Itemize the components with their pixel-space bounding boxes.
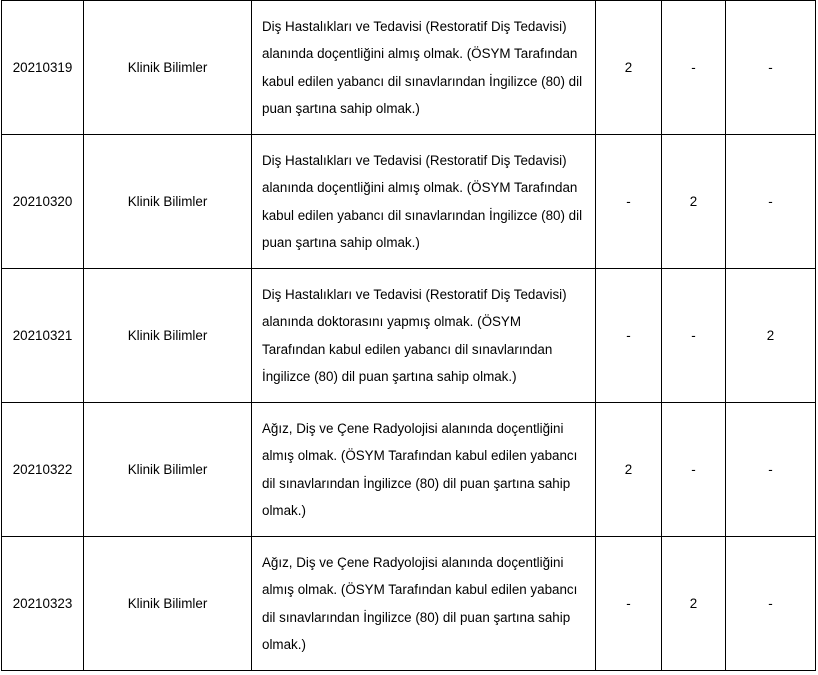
requirement-line: Diş Hastalıkları ve Tedavisi (Restoratif Diş Tedavisi) <box>262 152 567 168</box>
professor-count-cell: - <box>596 269 662 403</box>
requirement-line: Diş Hastalıkları ve Tedavisi (Restoratif Diş Tedavisi) <box>262 18 567 34</box>
associate-professor-count-cell: 2 <box>662 135 726 269</box>
assistant-professor-count-cell: - <box>726 1 816 135</box>
assistant-professor-count-cell: - <box>726 135 816 269</box>
requirement-line: kabul edilen yabancı dil sınavlarından İngilizce (80) dil <box>262 207 583 223</box>
requirement-line: olmak.) <box>262 637 306 652</box>
field-cell: Klinik Bilimler <box>84 537 252 671</box>
professor-count-cell: 2 <box>596 1 662 135</box>
professor-count-cell: - <box>596 135 662 269</box>
positions-table <box>1 0 816 671</box>
associate-professor-count-cell: - <box>662 1 726 135</box>
requirement-line: olmak.) <box>262 503 306 518</box>
table-row <box>2 403 816 537</box>
position-code-cell: 20210320 <box>2 135 84 269</box>
requirement-cell <box>252 1 596 135</box>
assistant-professor-count-cell: 2 <box>726 269 816 403</box>
field-cell: Klinik Bilimler <box>84 1 252 135</box>
position-code-cell: 20210322 <box>2 403 84 537</box>
position-code-cell: 20210323 <box>2 537 84 671</box>
position-code-cell: 20210321 <box>2 269 84 403</box>
associate-professor-count-cell: 2 <box>662 537 726 671</box>
requirement-line: Ağız, Diş ve Çene Radyolojisi alanında doçentliğini <box>262 420 564 436</box>
requirement-line: almış olmak. (ÖSYM Tarafından kabul edilen yabancı <box>262 582 578 597</box>
associate-professor-count-cell: - <box>662 269 726 403</box>
table-body <box>2 1 816 671</box>
requirement-line: dil sınavlarından İngilizce (80) dil puan şartına sahip <box>262 609 571 625</box>
table-row <box>2 269 816 403</box>
position-code-cell: 20210319 <box>2 1 84 135</box>
requirement-line: puan şartına sahip olmak.) <box>262 235 420 250</box>
requirement-line: alanında doçentliğini almış olmak. (ÖSYM Tarafından <box>262 180 578 195</box>
requirement-line: İngilizce (80) dil puan şartına sahip olmak.) <box>262 369 517 384</box>
requirement-cell <box>252 269 596 403</box>
field-cell: Klinik Bilimler <box>84 135 252 269</box>
requirement-line: alanında doçentliğini almış olmak. (ÖSYM Tarafından <box>262 46 578 61</box>
requirement-cell <box>252 135 596 269</box>
field-cell: Klinik Bilimler <box>84 269 252 403</box>
requirement-line: Ağız, Diş ve Çene Radyolojisi alanında doçentliğini <box>262 554 564 570</box>
assistant-professor-count-cell: - <box>726 537 816 671</box>
requirement-cell <box>252 403 596 537</box>
requirement-line: Tarafından kabul edilen yabancı dil sınavlarından <box>262 341 553 357</box>
requirement-line: almış olmak. (ÖSYM Tarafından kabul edilen yabancı <box>262 448 578 463</box>
professor-count-cell: - <box>596 537 662 671</box>
requirement-line: puan şartına sahip olmak.) <box>262 101 420 116</box>
requirement-line: Diş Hastalıkları ve Tedavisi (Restoratif Diş Tedavisi) <box>262 286 567 302</box>
table-row <box>2 537 816 671</box>
assistant-professor-count-cell: - <box>726 403 816 537</box>
requirement-line: kabul edilen yabancı dil sınavlarından İngilizce (80) dil <box>262 73 583 89</box>
professor-count-cell: 2 <box>596 403 662 537</box>
field-cell: Klinik Bilimler <box>84 403 252 537</box>
associate-professor-count-cell: - <box>662 403 726 537</box>
table-row <box>2 1 816 135</box>
requirement-line: dil sınavlarından İngilizce (80) dil puan şartına sahip <box>262 475 571 491</box>
requirement-line: alanında doktorasını yapmış olmak. (ÖSYM <box>262 314 521 329</box>
requirement-cell <box>252 537 596 671</box>
table-row <box>2 135 816 269</box>
